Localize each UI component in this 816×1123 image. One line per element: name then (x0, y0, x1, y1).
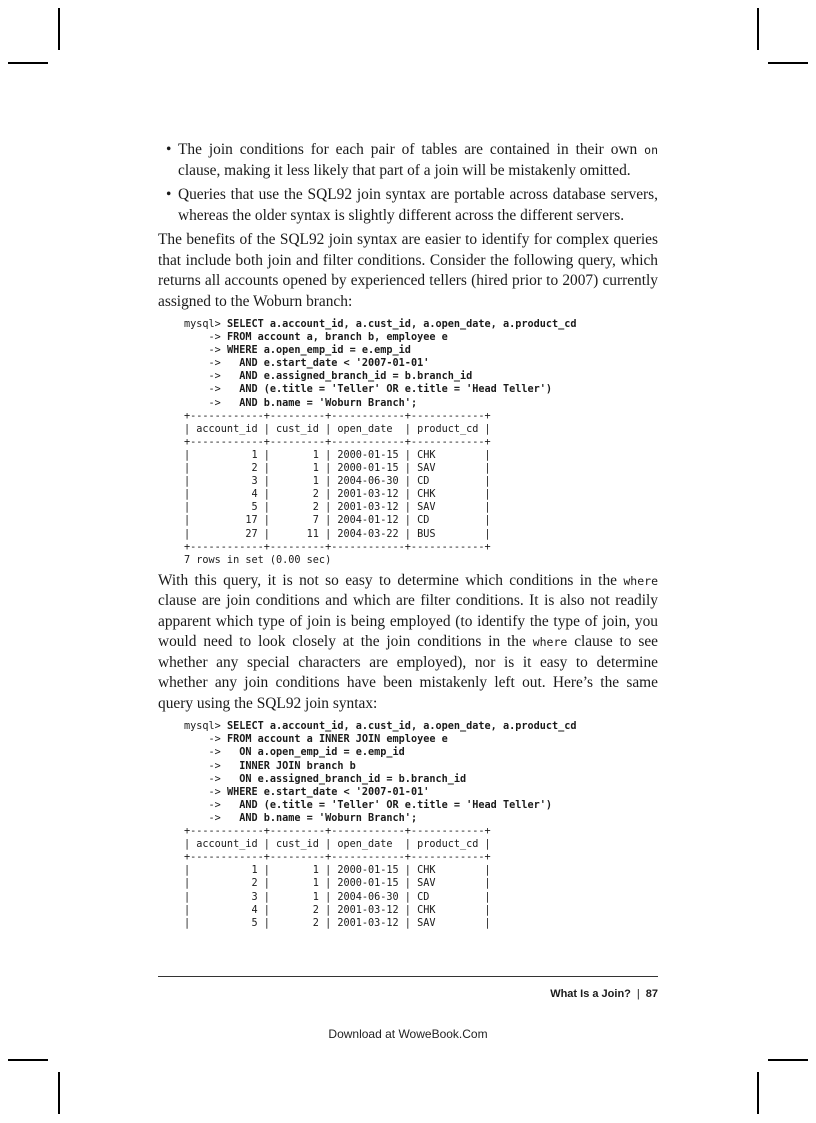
prompt-line: mysql> SELECT a.account_id, a.cust_id, a.open_date, a.product_cd (184, 319, 577, 330)
bullet-text: Queries that use the SQL92 join syntax are portable across database servers, whereas the older syntax is slightly different across the different servers. (178, 186, 658, 224)
prompt-line: -> AND b.name = 'Woburn Branch'; (184, 397, 418, 409)
prompt-line: mysql> SELECT a.account_id, a.cust_id, a.open_date, a.product_cd (184, 721, 577, 733)
inline-code: on (644, 143, 658, 157)
crop-mark-bottom-right-horizontal (768, 1059, 808, 1061)
footer-section-title: What Is a Join? (550, 988, 631, 1000)
bullet-item (158, 185, 658, 226)
prompt-line: -> AND e.start_date < '2007-01-01' (184, 358, 430, 370)
inline-code: where (623, 573, 658, 588)
prompt-line: -> ON e.assigned_branch_id = b.branch_id (184, 773, 467, 785)
footer-separator: | (636, 988, 640, 1000)
prompt-line: -> AND (e.title = 'Teller' OR e.title = 'Head Teller') (184, 799, 553, 811)
crop-mark-top-right-horizontal (768, 62, 808, 64)
crop-mark-top-right-vertical (757, 8, 759, 50)
bullet-dot-icon: • (166, 186, 172, 203)
bullet-text: The join conditions for each pair of tables are contained in their own (178, 141, 645, 158)
crop-mark-bottom-right-vertical (757, 1072, 759, 1114)
crop-mark-top-left-horizontal (8, 62, 48, 64)
paragraph: The benefits of the SQL92 join syntax are easier to identify for complex queries that include both join and filter conditions. Consider the following query, which returns all accounts opened by experienced tellers (hired prior to 2007) currently assigned to the Woburn branch: (158, 231, 658, 310)
running-footer (550, 988, 658, 1000)
download-note: Download at WoweBook.Com (328, 1027, 488, 1041)
bullet-list (158, 140, 658, 226)
page-body (158, 140, 658, 930)
bullet-dot-icon: • (166, 141, 172, 158)
result-table: +------------+---------+------------+------------+ | account_id | cust_id | open_date | product_cd | +------------+---------+------------+------------+ | 1 | 1 | 2000-01-15 | CHK | | 2 | 1 | 2000-01-15 | SAV | | 3 | 1 | 2004-06-30 | CD | | 4 | 2 | 2001-03-12 | CHK | | 5 | 2 | 2001-03-12 | SAV | | 17 | 7 | 2004-01-12 | CD | | 27 | 11 | 2004-03-22 | BUS | +------------+---------+------------+------------+ 7 rows in set (0.00 sec) (184, 410, 491, 566)
bullet-item (158, 140, 658, 181)
prompt-line: -> FROM account a, branch b, employee e (184, 332, 448, 344)
code-listing-2 (184, 720, 658, 930)
prompt-line: -> ON a.open_emp_id = e.emp_id (184, 747, 405, 759)
footer-rule (158, 976, 658, 977)
bullet-text: clause, making it less likely that part of a join will be mistakenly omitted. (178, 161, 631, 179)
prompt-line: -> FROM account a INNER JOIN employee e (184, 734, 448, 746)
prompt-line: -> AND (e.title = 'Teller' OR e.title = 'Head Teller') (184, 384, 553, 396)
prompt-line: -> AND e.assigned_branch_id = b.branch_id (184, 371, 473, 383)
paragraph: With this query, it is not so easy to determine which conditions in the where clause are join conditions and which are filter conditions. It is also not readily apparent which type of join is being employed (to identify the type of join, you would need to look closely at the join conditions in the where clause to see whether any special characters are employed), nor is it easy to determine whether any join conditions have been mistakenly left out. Here’s the same query using the SQL92 join syntax: (158, 571, 658, 712)
prompt-line: -> AND b.name = 'Woburn Branch'; (184, 812, 418, 824)
crop-mark-bottom-left-horizontal (8, 1059, 48, 1061)
prompt-line: -> INNER JOIN branch b (184, 760, 356, 772)
inline-code: where (532, 635, 568, 650)
crop-mark-top-left-vertical (58, 8, 60, 50)
code-listing-1 (184, 318, 658, 567)
page-number: 87 (645, 988, 658, 1000)
prompt-line: -> WHERE e.start_date < '2007-01-01' (184, 786, 430, 798)
result-table: +------------+---------+------------+------------+ | account_id | cust_id | open_date | product_cd | +------------+---------+------------+------------+ | 1 | 1 | 2000-01-15 | CHK | | 2 | 1 | 2000-01-15 | SAV | | 3 | 1 | 2004-06-30 | CD | | 4 | 2 | 2001-03-12 | CHK | | 5 | 2 | 2001-03-12 | SAV | (184, 826, 491, 929)
crop-mark-bottom-left-vertical (58, 1072, 60, 1114)
prompt-line: -> WHERE a.open_emp_id = e.emp_id (184, 345, 411, 357)
